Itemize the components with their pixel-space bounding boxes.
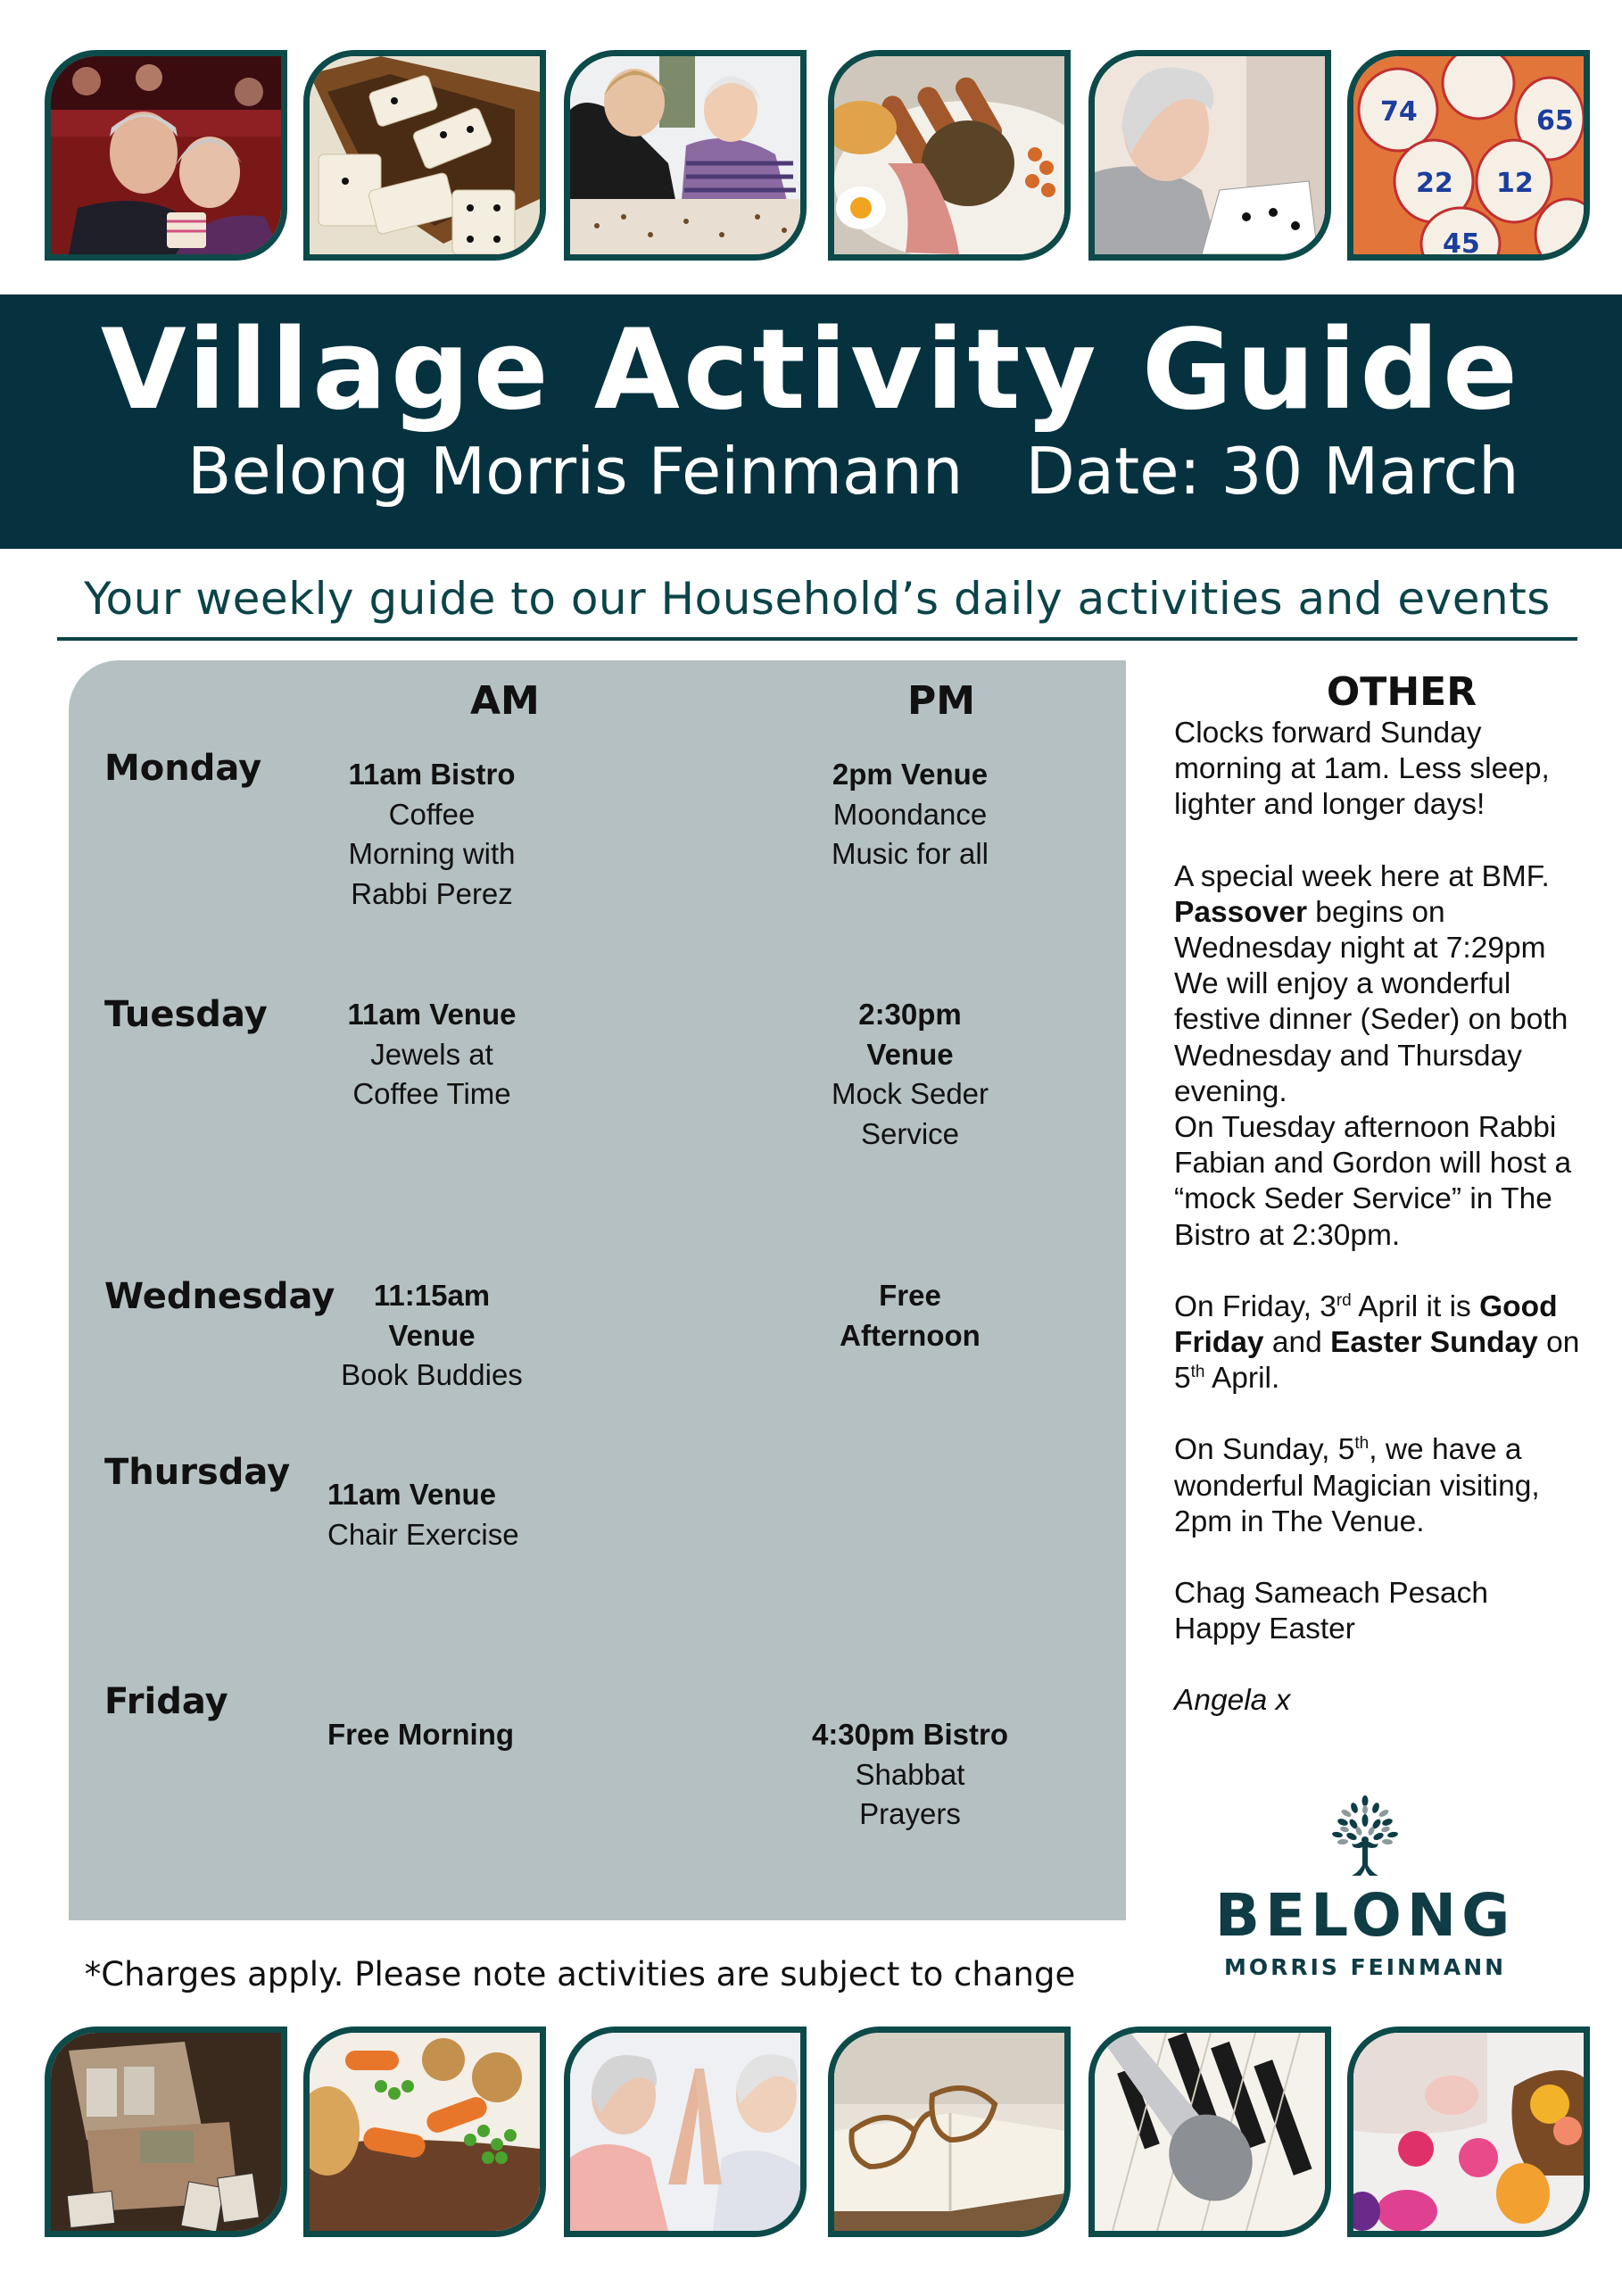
activity-desc: Moondance [832, 797, 988, 831]
activity-desc: Morning with [348, 837, 516, 870]
roast-dinner-image [310, 2033, 540, 2231]
am-column-header: AM [470, 678, 540, 724]
passover-note [1174, 859, 1593, 1254]
thursday-am-activity [327, 1475, 631, 1554]
activity-desc: Prayers [859, 1797, 961, 1830]
day-tuesday: Tuesday [104, 994, 268, 1035]
greeting-pesach: Chag Sameach Pesach [1174, 1577, 1488, 1611]
activity-venue: Venue [866, 1037, 954, 1071]
day-wednesday: Wednesday [104, 1276, 335, 1317]
magician-text: On Sunday, 5 [1174, 1433, 1355, 1467]
magician-note [1174, 1432, 1593, 1540]
activity-venue: Venue [388, 1318, 476, 1352]
greetings [1174, 1576, 1593, 1647]
tuesday-pm-activity [758, 995, 1062, 1154]
activity-desc: Coffee Time [352, 1077, 511, 1110]
guide-date: Date: 30 March [1025, 434, 1519, 509]
activity-time-venue: 2pm Venue [832, 758, 989, 791]
photo-breakfast [828, 50, 1071, 261]
page-title: Village Activity Guide [100, 306, 1522, 435]
activity-time-venue: 11am Venue [327, 1478, 496, 1511]
breakfast-image [834, 56, 1064, 254]
easter-text: on 5 [1174, 1326, 1580, 1396]
activity-label: Free [879, 1279, 941, 1312]
bottom-photo-strip [0, 2027, 1622, 2237]
photo-vintage-photos [45, 2027, 287, 2237]
microphone-piano-image [1095, 2033, 1325, 2231]
activity-time: 2:30pm [858, 998, 962, 1031]
other-heading: OTHER [1326, 669, 1477, 715]
clocks-note: Clocks forward Sunday morning at 1am. Less sleep, lighter and longer days! [1174, 717, 1550, 822]
activity-label: Free Morning [327, 1718, 515, 1751]
activity-desc: Book Buddies [341, 1358, 523, 1391]
easter-text: On Friday, 3 [1174, 1289, 1336, 1323]
activity-desc: Coffee [388, 797, 476, 831]
top-photo-strip [0, 50, 1622, 261]
magician-text: , we have a wonderful Magician visiting, 2pm in The Venue. [1174, 1433, 1540, 1538]
day-thursday: Thursday [104, 1452, 291, 1493]
jigsaw-image [570, 56, 800, 254]
activity-desc: Music for all [831, 837, 989, 870]
photo-roast-dinner [303, 2027, 546, 2237]
high-five-image [570, 2033, 800, 2231]
tree-icon [1325, 1795, 1405, 1877]
friday-pm-activity [758, 1715, 1062, 1835]
tagline-divider [57, 637, 1577, 641]
tuesday-am-activity [280, 995, 583, 1115]
day-monday: Monday [104, 748, 262, 789]
svg-text:12: 12 [1496, 168, 1534, 199]
banner-subtitle [187, 427, 1519, 516]
wednesday-pm-activity [758, 1276, 1062, 1355]
ordinal-suffix: rd [1336, 1290, 1352, 1310]
activity-desc: Jewels at [370, 1037, 493, 1071]
easter-text: April. [1204, 1362, 1280, 1396]
schedule-panel [69, 660, 1126, 1920]
easter-sunday-bold: Easter Sunday [1330, 1326, 1538, 1360]
photo-high-five [564, 2027, 807, 2237]
svg-text:65: 65 [1536, 105, 1574, 137]
day-friday: Friday [104, 1681, 228, 1722]
glasses-book-image [834, 2033, 1064, 2231]
signature: Angela x [1174, 1684, 1291, 1718]
easter-text: April it is [1351, 1289, 1480, 1323]
playing-cards-image [1095, 56, 1325, 254]
vintage-photos-image [51, 2033, 281, 2231]
photo-crochet [1347, 2027, 1590, 2237]
easter-note [1174, 1289, 1593, 1397]
cinema-couple-image [51, 56, 281, 254]
svg-text:45: 45 [1443, 228, 1480, 254]
dominoes-image [310, 56, 540, 254]
friday-am-activity [327, 1715, 631, 1755]
easter-text: and [1263, 1326, 1331, 1360]
pm-column-header: PM [907, 678, 976, 724]
svg-text:22: 22 [1416, 168, 1453, 199]
activity-time-venue: 4:30pm Bistro [811, 1718, 1009, 1751]
photo-bingo-balls [1347, 50, 1590, 261]
bingo-balls-image [1353, 56, 1584, 254]
passover-lead: A special week here at BMF. [1174, 859, 1550, 893]
monday-pm-activity [758, 755, 1062, 874]
photo-cards [1088, 50, 1331, 261]
tagline: Your weekly guide to our Household’s daily activities and events [84, 573, 1551, 625]
activity-time-venue: 11am Venue [347, 998, 517, 1031]
activity-time: 11:15am [373, 1279, 491, 1312]
activity-desc: Service [860, 1116, 960, 1150]
wednesday-am-activity [280, 1276, 583, 1396]
passover-bold: Passover [1174, 895, 1307, 929]
photo-glasses-book [828, 2027, 1071, 2237]
good-friday-bold: Good Friday [1174, 1289, 1558, 1360]
photo-jigsaw [564, 50, 807, 261]
ordinal-suffix: th [1354, 1434, 1370, 1454]
home-name: Belong Morris Feinmann [187, 434, 964, 509]
charges-footnote: *Charges apply. Please note activities are subject to change [84, 1955, 1076, 1993]
logo-subtitle: MORRIS FEINMANN [1223, 1954, 1507, 1980]
monday-am-activity [280, 755, 583, 914]
activity-desc: Chair Exercise [327, 1517, 519, 1551]
activity-desc: Rabbi Perez [351, 876, 513, 910]
crochet-yarn-image [1353, 2033, 1584, 2231]
logo-wordmark: BELONG [1214, 1881, 1516, 1950]
svg-text:74: 74 [1380, 96, 1418, 128]
belong-logo [1213, 1795, 1517, 1992]
other-notes-column [1174, 669, 1593, 1755]
activity-desc: Shabbat [855, 1757, 965, 1791]
ordinal-suffix: th [1190, 1363, 1205, 1382]
activity-time-venue: 11am Bistro [348, 758, 516, 791]
mock-seder-note: On Tuesday afternoon Rabbi Fabian and Gordon will host a “mock Seder Service” in The Bistro at 2:30pm. [1174, 1111, 1572, 1252]
activity-label: Afternoon [840, 1318, 981, 1352]
title-banner [0, 294, 1622, 549]
activity-desc: Mock Seder [831, 1077, 989, 1110]
photo-cinema-couple [45, 50, 287, 261]
passover-text: begins on Wednesday night at 7:29pm We will enjoy a wonderful festive dinner (Seder) on both Wednesday and Thursday evening. [1174, 895, 1568, 1108]
greeting-easter: Happy Easter [1174, 1612, 1355, 1646]
photo-dominoes [303, 50, 546, 261]
photo-microphone-piano [1088, 2027, 1331, 2237]
